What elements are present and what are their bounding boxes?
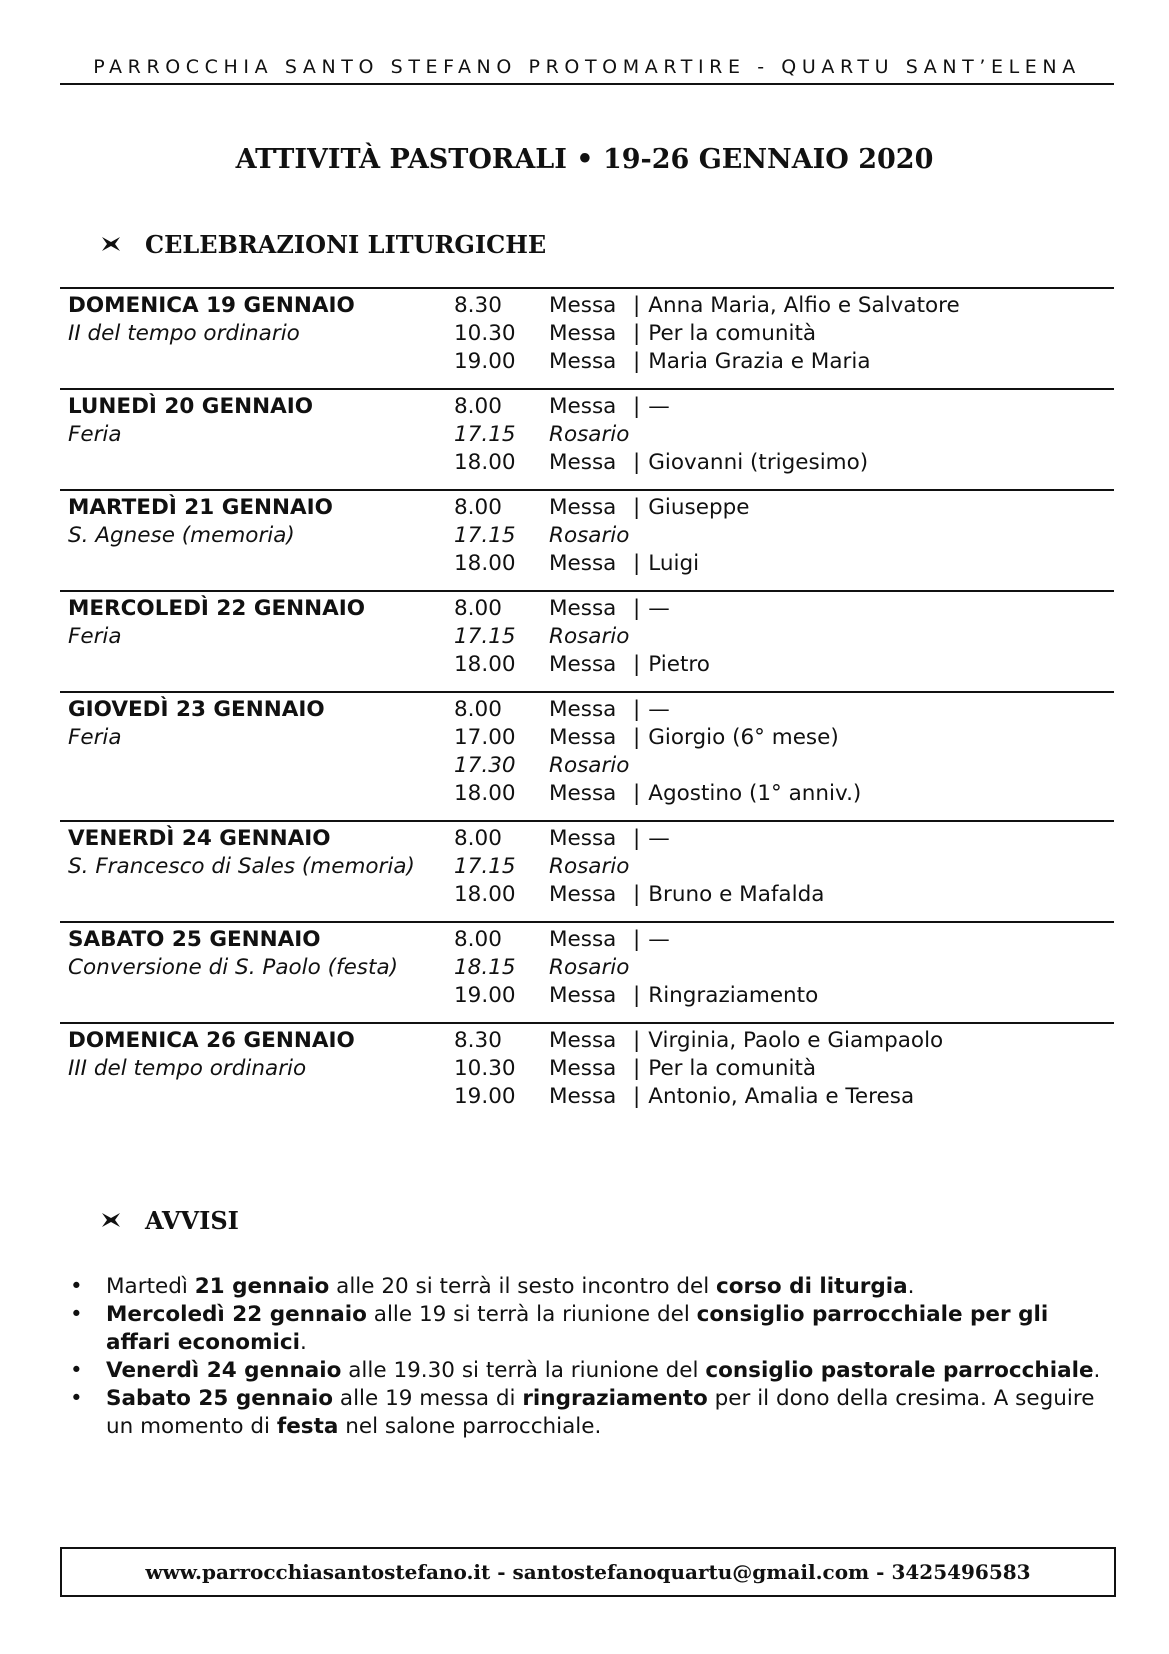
fleuron-icon bbox=[100, 236, 122, 252]
entry-intention: Agostino (1° anniv.) bbox=[648, 781, 862, 806]
day-entries bbox=[454, 1027, 1114, 1111]
page-title: ATTIVITÀ PASTORALI • 19-26 GENNAIO 2020 bbox=[235, 144, 934, 175]
notice-highlight: Mercoledì 22 gennaio bbox=[106, 1302, 367, 1327]
schedule-entry bbox=[454, 724, 1114, 752]
entry-intention: Giovanni (trigesimo) bbox=[648, 450, 869, 475]
notice-item bbox=[70, 1357, 1110, 1385]
notice-item bbox=[70, 1301, 1110, 1357]
notice-text: alle 20 si terrà il sesto incontro del bbox=[329, 1274, 717, 1299]
entry-time: 8.30 bbox=[454, 293, 502, 318]
entry-separator: | bbox=[633, 652, 641, 677]
schedule-entry bbox=[454, 449, 1114, 477]
entry-separator: | bbox=[633, 349, 641, 374]
entry-kind: Messa bbox=[549, 596, 617, 621]
notice-text: per il dono della cresima. A seguire un momento di bbox=[106, 1386, 1095, 1439]
notice-highlight: consiglio pastorale parrocchiale bbox=[705, 1358, 1094, 1383]
section-heading-label: CELEBRAZIONI LITURGICHE bbox=[145, 230, 547, 259]
entry-separator: | bbox=[633, 781, 641, 806]
schedule-entry bbox=[454, 550, 1114, 578]
day-entries bbox=[454, 696, 1114, 808]
entry-kind: Messa bbox=[549, 697, 617, 722]
entry-time: 17.15 bbox=[454, 624, 516, 649]
entry-kind: Messa bbox=[549, 1028, 617, 1053]
entry-time: 8.00 bbox=[454, 927, 502, 952]
notice-text: . bbox=[299, 1330, 307, 1355]
entry-time: 18.00 bbox=[454, 450, 516, 475]
schedule-entry bbox=[454, 494, 1114, 522]
entry-time: 17.00 bbox=[454, 725, 516, 750]
day-name: SABATO 25 GENNAIO bbox=[68, 927, 321, 952]
entry-time: 8.00 bbox=[454, 596, 502, 621]
day-name: VENERDÌ 24 GENNAIO bbox=[68, 826, 331, 851]
entry-intention: — bbox=[648, 826, 670, 851]
entry-intention: Ringraziamento bbox=[648, 983, 819, 1008]
entry-intention: Bruno e Mafalda bbox=[648, 882, 825, 907]
entry-separator: | bbox=[633, 1056, 641, 1081]
day-name: DOMENICA 26 GENNAIO bbox=[68, 1028, 355, 1053]
entry-separator: | bbox=[633, 596, 641, 621]
entry-kind: Messa bbox=[549, 826, 617, 851]
day-subtitle: S. Francesco di Sales (memoria) bbox=[68, 854, 415, 879]
entry-intention: Antonio, Amalia e Teresa bbox=[648, 1084, 915, 1109]
day-name: LUNEDÌ 20 GENNAIO bbox=[68, 394, 314, 419]
schedule-entry bbox=[454, 1027, 1114, 1055]
schedule-entry bbox=[454, 752, 1114, 780]
schedule-entry bbox=[454, 954, 1114, 982]
entry-separator: | bbox=[633, 697, 641, 722]
fleuron-icon bbox=[100, 1212, 122, 1228]
entry-time: 19.00 bbox=[454, 349, 516, 374]
entry-time: 18.15 bbox=[454, 955, 516, 980]
entry-separator: | bbox=[633, 1028, 641, 1053]
entry-separator: | bbox=[633, 394, 641, 419]
day-subtitle: S. Agnese (memoria) bbox=[68, 523, 295, 548]
entry-kind: Messa bbox=[549, 321, 617, 346]
entry-separator: | bbox=[633, 495, 641, 520]
entry-separator: | bbox=[633, 1084, 641, 1109]
entry-time: 18.00 bbox=[454, 882, 516, 907]
day-subtitle: Conversione di S. Paolo (festa) bbox=[68, 955, 399, 980]
day-info bbox=[60, 595, 454, 679]
entry-intention: Giuseppe bbox=[648, 495, 750, 520]
notice-highlight: Venerdì 24 gennaio bbox=[106, 1358, 342, 1383]
entry-intention: — bbox=[648, 596, 670, 621]
schedule-entry bbox=[454, 780, 1114, 808]
entry-kind: Messa bbox=[549, 1084, 617, 1109]
entry-intention: — bbox=[648, 394, 670, 419]
entry-time: 17.15 bbox=[454, 422, 516, 447]
entry-separator: | bbox=[633, 725, 641, 750]
entry-kind: Messa bbox=[549, 983, 617, 1008]
schedule-entry bbox=[454, 853, 1114, 881]
schedule-entry bbox=[454, 982, 1114, 1010]
footer-contacts: www.parrocchiasantostefano.it - santostefanoquartu@gmail.com - 3425496583 bbox=[60, 1547, 1116, 1597]
entry-separator: | bbox=[633, 882, 641, 907]
entry-kind: Rosario bbox=[549, 624, 630, 649]
entry-time: 18.00 bbox=[454, 652, 516, 677]
entry-kind: Messa bbox=[549, 882, 617, 907]
notices-list bbox=[70, 1273, 1110, 1441]
day-info bbox=[60, 696, 454, 808]
entry-time: 8.00 bbox=[454, 394, 502, 419]
entry-kind: Messa bbox=[549, 450, 617, 475]
schedule-entry bbox=[454, 421, 1114, 449]
day-name: MARTEDÌ 21 GENNAIO bbox=[68, 495, 333, 520]
day-info bbox=[60, 292, 454, 376]
entry-separator: | bbox=[633, 551, 641, 576]
day-block bbox=[60, 921, 1114, 1022]
entry-intention: Maria Grazia e Maria bbox=[648, 349, 871, 374]
entry-time: 19.00 bbox=[454, 983, 516, 1008]
bullet-icon: • bbox=[70, 1302, 83, 1327]
bullet-icon: • bbox=[70, 1358, 83, 1383]
day-block bbox=[60, 489, 1114, 590]
day-info bbox=[60, 393, 454, 477]
day-name: DOMENICA 19 GENNAIO bbox=[68, 293, 355, 318]
schedule-entry bbox=[454, 651, 1114, 679]
bullet-icon: • bbox=[70, 1386, 83, 1411]
entry-intention: Per la comunità bbox=[648, 321, 817, 346]
schedule-entry bbox=[454, 292, 1114, 320]
schedule-entry bbox=[454, 522, 1114, 550]
entry-time: 18.00 bbox=[454, 551, 516, 576]
notice-highlight: 21 gennaio bbox=[194, 1274, 330, 1299]
liturgy-schedule bbox=[60, 287, 1114, 1123]
entry-kind: Messa bbox=[549, 781, 617, 806]
schedule-entry bbox=[454, 1055, 1114, 1083]
entry-separator: | bbox=[633, 293, 641, 318]
day-info bbox=[60, 494, 454, 578]
notice-highlight: Sabato 25 gennaio bbox=[106, 1386, 334, 1411]
entry-kind: Messa bbox=[549, 349, 617, 374]
entry-time: 8.00 bbox=[454, 697, 502, 722]
schedule-entry bbox=[454, 696, 1114, 724]
schedule-entry bbox=[454, 623, 1114, 651]
day-entries bbox=[454, 393, 1114, 477]
schedule-entry bbox=[454, 881, 1114, 909]
day-subtitle: Feria bbox=[68, 725, 122, 750]
entry-kind: Messa bbox=[549, 725, 617, 750]
schedule-entry bbox=[454, 926, 1114, 954]
notice-item bbox=[70, 1385, 1110, 1441]
entry-kind: Messa bbox=[549, 927, 617, 952]
day-block bbox=[60, 287, 1114, 388]
day-entries bbox=[454, 595, 1114, 679]
day-name: GIOVEDÌ 23 GENNAIO bbox=[68, 697, 325, 722]
day-name: MERCOLEDÌ 22 GENNAIO bbox=[68, 596, 366, 621]
day-entries bbox=[454, 926, 1114, 1010]
notice-highlight: ringraziamento bbox=[522, 1386, 708, 1411]
section-heading-notices bbox=[100, 1206, 239, 1235]
day-entries bbox=[454, 292, 1114, 376]
entry-separator: | bbox=[633, 983, 641, 1008]
notice-highlight: corso di liturgia bbox=[716, 1274, 908, 1299]
section-heading-liturgy bbox=[100, 230, 546, 259]
entry-time: 8.30 bbox=[454, 1028, 502, 1053]
entry-time: 10.30 bbox=[454, 1056, 516, 1081]
entry-time: 19.00 bbox=[454, 1084, 516, 1109]
schedule-entry bbox=[454, 348, 1114, 376]
notice-text: nel salone parrocchiale. bbox=[338, 1414, 602, 1439]
schedule-entry bbox=[454, 825, 1114, 853]
day-block bbox=[60, 1022, 1114, 1123]
entry-kind: Rosario bbox=[549, 854, 630, 879]
entry-kind: Messa bbox=[549, 293, 617, 318]
notice-text: . bbox=[907, 1274, 915, 1299]
bullet-icon: • bbox=[70, 1274, 83, 1299]
entry-separator: | bbox=[633, 826, 641, 851]
day-entries bbox=[454, 494, 1114, 578]
parish-header: PARROCCHIA SANTO STEFANO PROTOMARTIRE - QUARTU SANT’ELENA bbox=[60, 56, 1114, 85]
entry-kind: Rosario bbox=[549, 422, 630, 447]
day-subtitle: Feria bbox=[68, 422, 122, 447]
entry-intention: Giorgio (6° mese) bbox=[648, 725, 839, 750]
entry-time: 17.15 bbox=[454, 523, 516, 548]
entry-kind: Messa bbox=[549, 551, 617, 576]
entry-time: 8.00 bbox=[454, 826, 502, 851]
entry-intention: Per la comunità bbox=[648, 1056, 817, 1081]
day-entries bbox=[454, 825, 1114, 909]
day-block bbox=[60, 388, 1114, 489]
entry-kind: Messa bbox=[549, 495, 617, 520]
day-info bbox=[60, 926, 454, 1010]
entry-intention: — bbox=[648, 697, 670, 722]
notice-item bbox=[70, 1273, 1110, 1301]
schedule-entry bbox=[454, 320, 1114, 348]
entry-kind: Rosario bbox=[549, 955, 630, 980]
entry-intention: Anna Maria, Alfio e Salvatore bbox=[648, 293, 960, 318]
entry-time: 17.15 bbox=[454, 854, 516, 879]
day-block bbox=[60, 820, 1114, 921]
day-block bbox=[60, 691, 1114, 820]
schedule-entry bbox=[454, 595, 1114, 623]
entry-kind: Messa bbox=[549, 394, 617, 419]
entry-separator: | bbox=[633, 321, 641, 346]
entry-time: 17.30 bbox=[454, 753, 516, 778]
entry-intention: Luigi bbox=[648, 551, 700, 576]
entry-kind: Rosario bbox=[549, 523, 630, 548]
schedule-entry bbox=[454, 393, 1114, 421]
day-subtitle: Feria bbox=[68, 624, 122, 649]
notice-text: Martedì bbox=[106, 1274, 195, 1299]
notice-text: alle 19 si terrà la riunione del bbox=[366, 1302, 697, 1327]
day-subtitle: III del tempo ordinario bbox=[68, 1056, 307, 1081]
day-info bbox=[60, 825, 454, 909]
day-info bbox=[60, 1027, 454, 1111]
entry-intention: Virginia, Paolo e Giampaolo bbox=[648, 1028, 944, 1053]
day-subtitle: II del tempo ordinario bbox=[68, 321, 300, 346]
entry-time: 10.30 bbox=[454, 321, 516, 346]
entry-kind: Messa bbox=[549, 1056, 617, 1081]
notice-text: . bbox=[1093, 1358, 1101, 1383]
entry-kind: Messa bbox=[549, 652, 617, 677]
notice-text: alle 19.30 si terrà la riunione del bbox=[341, 1358, 706, 1383]
section-heading-label: AVVISI bbox=[145, 1206, 239, 1235]
entry-separator: | bbox=[633, 450, 641, 475]
entry-time: 18.00 bbox=[454, 781, 516, 806]
entry-intention: — bbox=[648, 927, 670, 952]
notice-text: alle 19 messa di bbox=[333, 1386, 523, 1411]
schedule-entry bbox=[454, 1083, 1114, 1111]
notice-highlight: consiglio parrocchiale per gli affari economici bbox=[106, 1302, 1049, 1355]
entry-kind: Rosario bbox=[549, 753, 630, 778]
entry-separator: | bbox=[633, 927, 641, 952]
day-block bbox=[60, 590, 1114, 691]
notice-highlight: festa bbox=[276, 1414, 339, 1439]
entry-intention: Pietro bbox=[648, 652, 710, 677]
entry-time: 8.00 bbox=[454, 495, 502, 520]
